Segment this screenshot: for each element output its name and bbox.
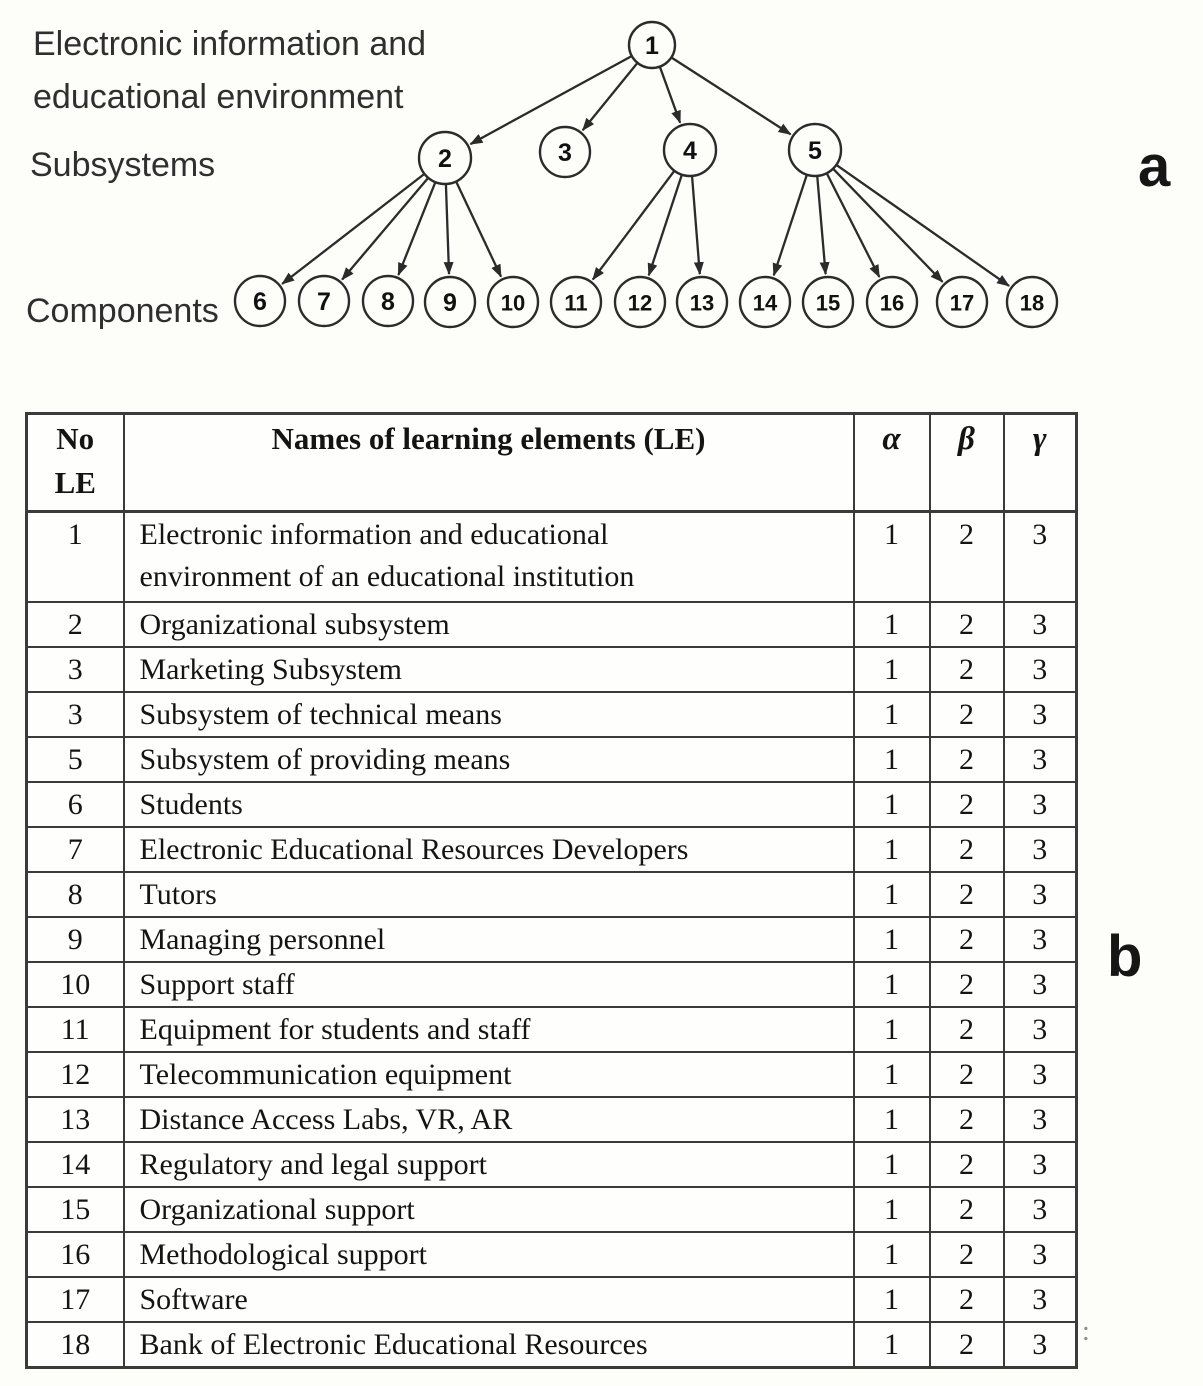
cell-no: 14: [27, 1142, 124, 1187]
tree-node-3: [540, 127, 590, 177]
tree-edge-2-9: [446, 185, 449, 274]
panel-b-label: b: [1107, 924, 1143, 989]
cell-beta: 2: [930, 1052, 1004, 1097]
cell-gamma: 3: [1004, 1097, 1077, 1142]
cell-gamma: 3: [1004, 1052, 1077, 1097]
cell-gamma: 3: [1004, 782, 1077, 827]
table-row: [27, 872, 1077, 917]
tree-node-10: [488, 277, 538, 327]
cell-no: 8: [27, 872, 124, 917]
table-row: [27, 1322, 1077, 1368]
cell-alpha: 1: [854, 647, 930, 692]
table-header-row: [27, 414, 1077, 512]
svg-text:18: 18: [1019, 290, 1045, 316]
tree-node-4: [664, 124, 716, 176]
cell-beta: 2: [930, 512, 1004, 602]
svg-text:4: 4: [683, 137, 697, 165]
header-names: Names of learning elements (LE): [124, 414, 854, 512]
table-row: [27, 692, 1077, 737]
tree-node-12: [615, 277, 665, 327]
cell-beta: 2: [930, 1097, 1004, 1142]
table-row: [27, 647, 1077, 692]
cell-alpha: 1: [854, 962, 930, 1007]
scan-artifact-mark: :: [1082, 1316, 1090, 1347]
tree-edge-5-15: [817, 177, 825, 274]
cell-name: Subsystem of providing means: [124, 737, 854, 782]
tree-edge-2-10: [457, 182, 502, 276]
cell-alpha: 1: [854, 512, 930, 602]
cell-name: Electronic Educational Resources Developers: [124, 827, 854, 872]
cell-alpha: 1: [854, 1052, 930, 1097]
cell-gamma: 3: [1004, 692, 1077, 737]
tree-node-9: [425, 277, 475, 327]
cell-no: 13: [27, 1097, 124, 1142]
cell-no: 1: [27, 512, 124, 602]
cell-name: Marketing Subsystem: [124, 647, 854, 692]
cell-alpha: 1: [854, 872, 930, 917]
tree-node-14: [740, 277, 790, 327]
cell-beta: 2: [930, 692, 1004, 737]
cell-no: 3: [27, 692, 124, 737]
tree-edge-5-17: [834, 169, 943, 281]
svg-text:13: 13: [689, 290, 715, 316]
cell-beta: 2: [930, 1142, 1004, 1187]
header-alpha: α: [854, 414, 930, 512]
cell-gamma: 3: [1004, 1187, 1077, 1232]
cell-no: 6: [27, 782, 124, 827]
tree-edge-5-14: [774, 176, 807, 276]
cell-no: 10: [27, 962, 124, 1007]
svg-text:6: 6: [253, 288, 267, 316]
svg-text:15: 15: [815, 290, 841, 316]
table-row: [27, 1277, 1077, 1322]
cell-beta: 2: [930, 1007, 1004, 1052]
tree-edge-1-3: [583, 64, 637, 131]
cell-alpha: 1: [854, 692, 930, 737]
learning-elements-table: [25, 412, 1078, 1369]
cell-beta: 2: [930, 827, 1004, 872]
tree-node-18: [1007, 277, 1057, 327]
header-beta: β: [930, 414, 1004, 512]
cell-no: 16: [27, 1232, 124, 1277]
cell-name: Bank of Electronic Educational Resources: [124, 1322, 854, 1368]
cell-alpha: 1: [854, 1277, 930, 1322]
tree-edge-4-11: [593, 172, 674, 280]
diagram-root-label: Electronic information and educational environment: [33, 25, 427, 116]
cell-alpha: 1: [854, 1322, 930, 1368]
cell-name: Organizational support: [124, 1187, 854, 1232]
cell-beta: 2: [930, 917, 1004, 962]
cell-name: Managing personnel: [124, 917, 854, 962]
svg-text:9: 9: [443, 289, 457, 317]
cell-no: 15: [27, 1187, 124, 1232]
tree-node-17: [937, 277, 987, 327]
cell-no: 11: [27, 1007, 124, 1052]
table-row: [27, 1142, 1077, 1187]
table-row: [27, 917, 1077, 962]
cell-gamma: 3: [1004, 1007, 1077, 1052]
tree-node-2: [419, 132, 471, 184]
cell-gamma: 3: [1004, 1277, 1077, 1322]
cell-beta: 2: [930, 647, 1004, 692]
cell-gamma: 3: [1004, 737, 1077, 782]
cell-name: Tutors: [124, 872, 854, 917]
table-row: [27, 827, 1077, 872]
cell-beta: 2: [930, 1232, 1004, 1277]
tree-edge-2-8: [398, 183, 435, 275]
tree-node-8: [363, 276, 413, 326]
svg-text:16: 16: [879, 290, 905, 316]
svg-text:8: 8: [381, 288, 395, 316]
cell-beta: 2: [930, 1187, 1004, 1232]
svg-text:14: 14: [752, 290, 778, 316]
svg-text:5: 5: [808, 137, 822, 165]
cell-alpha: 1: [854, 917, 930, 962]
cell-no: 3: [27, 647, 124, 692]
header-no-le: [27, 414, 124, 512]
cell-name: Software: [124, 1277, 854, 1322]
svg-text:7: 7: [317, 288, 331, 316]
cell-beta: 2: [930, 1277, 1004, 1322]
cell-beta: 2: [930, 602, 1004, 647]
cell-no: 12: [27, 1052, 124, 1097]
svg-text:3: 3: [558, 139, 572, 167]
table-row: [27, 512, 1077, 602]
cell-no: 7: [27, 827, 124, 872]
cell-alpha: 1: [854, 1187, 930, 1232]
tree-node-13: [677, 277, 727, 327]
cell-no: 18: [27, 1322, 124, 1368]
cell-gamma: 3: [1004, 1142, 1077, 1187]
header-gamma: γ: [1004, 414, 1077, 512]
cell-name: Methodological support: [124, 1232, 854, 1277]
svg-text:1: 1: [645, 32, 659, 60]
cell-beta: 2: [930, 782, 1004, 827]
cell-no: 9: [27, 917, 124, 962]
cell-alpha: 1: [854, 782, 930, 827]
cell-name: Electronic information and educational environment of an educational institution: [124, 512, 854, 602]
svg-text:11: 11: [564, 290, 588, 316]
svg-text:2: 2: [438, 145, 452, 173]
cell-gamma: 3: [1004, 602, 1077, 647]
cell-no: 2: [27, 602, 124, 647]
cell-name: Students: [124, 782, 854, 827]
svg-text:17: 17: [949, 290, 975, 316]
tree-edge-2-7: [342, 179, 427, 280]
cell-name: Telecommunication equipment: [124, 1052, 854, 1097]
table-row: [27, 1052, 1077, 1097]
cell-no: 17: [27, 1277, 124, 1322]
table-row: [27, 1007, 1077, 1052]
tree-node-15: [803, 277, 853, 327]
cell-beta: 2: [930, 962, 1004, 1007]
cell-beta: 2: [930, 1322, 1004, 1368]
cell-gamma: 3: [1004, 827, 1077, 872]
table-row: [27, 737, 1077, 782]
table-row: [27, 1232, 1077, 1277]
tree-node-6: [235, 276, 285, 326]
cell-alpha: 1: [854, 602, 930, 647]
cell-alpha: 1: [854, 827, 930, 872]
tree-edge-4-13: [692, 177, 700, 274]
diagram-components-label: Components: [26, 292, 219, 330]
cell-name: Organizational subsystem: [124, 602, 854, 647]
table-row: [27, 962, 1077, 1007]
cell-alpha: 1: [854, 737, 930, 782]
cell-gamma: 3: [1004, 647, 1077, 692]
cell-beta: 2: [930, 872, 1004, 917]
cell-gamma: 3: [1004, 917, 1077, 962]
cell-gamma: 3: [1004, 962, 1077, 1007]
tree-node-7: [299, 276, 349, 326]
cell-name: Equipment for students and staff: [124, 1007, 854, 1052]
table-row: [27, 782, 1077, 827]
table-row: [27, 1097, 1077, 1142]
tree-node-11: [551, 277, 601, 327]
tree-node-1: [629, 22, 675, 68]
cell-beta: 2: [930, 737, 1004, 782]
tree-edge-4-12: [649, 176, 682, 276]
cell-name: Support staff: [124, 962, 854, 1007]
cell-name: Subsystem of technical means: [124, 692, 854, 737]
cell-alpha: 1: [854, 1097, 930, 1142]
table-row: [27, 602, 1077, 647]
cell-no: 5: [27, 737, 124, 782]
cell-name: Distance Access Labs, VR, AR: [124, 1097, 854, 1142]
cell-gamma: 3: [1004, 1322, 1077, 1368]
svg-text:10: 10: [500, 290, 526, 316]
cell-gamma: 3: [1004, 1232, 1077, 1277]
cell-alpha: 1: [854, 1142, 930, 1187]
cell-alpha: 1: [854, 1007, 930, 1052]
tree-node-16: [867, 277, 917, 327]
panel-a-label: a: [1138, 134, 1171, 199]
header-no-line1: No: [56, 421, 95, 456]
svg-text:12: 12: [627, 290, 653, 316]
cell-gamma: 3: [1004, 512, 1077, 602]
cell-gamma: 3: [1004, 872, 1077, 917]
header-no-line2: LE: [54, 465, 96, 500]
tree-edge-5-18: [837, 165, 1009, 285]
table-row: [27, 1187, 1077, 1232]
cell-alpha: 1: [854, 1232, 930, 1277]
cell-name: Regulatory and legal support: [124, 1142, 854, 1187]
tree-node-5: [789, 124, 841, 176]
tree-edge-1-4: [660, 68, 680, 123]
diagram-subsystems-label: Subsystems: [30, 146, 216, 184]
